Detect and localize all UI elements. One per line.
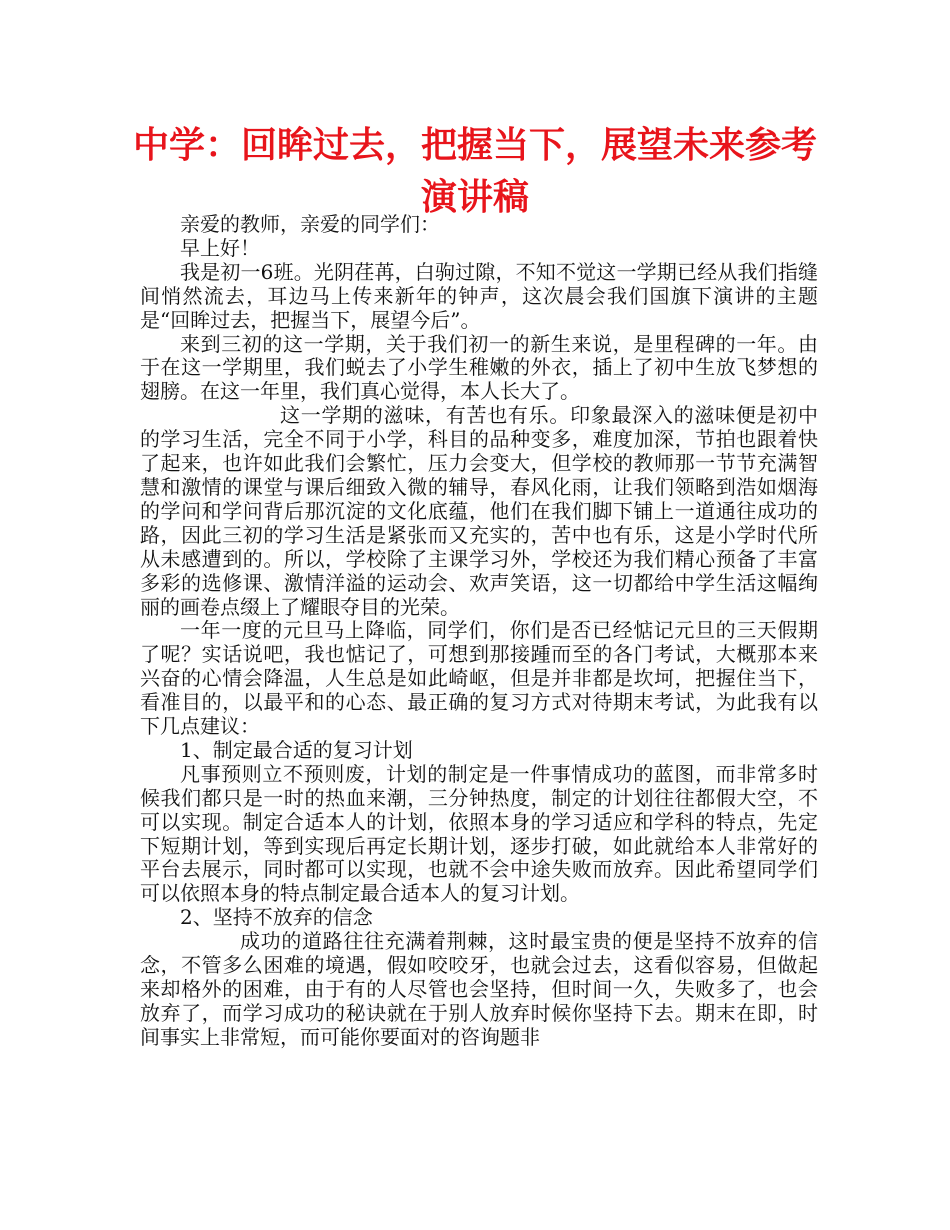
paragraph-greeting: 亲爱的教师，亲爱的同学们： [180, 212, 440, 236]
paragraph-heading-plan: 1、制定最合适的复习计划 [180, 737, 413, 762]
paragraph-intro: 我是初一6班。光阴荏苒，白驹过隙，不知不觉这一学期已经从我们指缝间悄然流去，耳边马上传来新年的钟声，这次晨会我们国旗下演讲的主题是“回眸过去，把握当下，展望今后”。 [140, 259, 818, 332]
document-body [140, 213, 818, 1050]
paragraph-taste: 这一学期的滋味，有苦也有乐。印象最深入的滋味便是初中的学习生活，完全不同于小学，科目的品种变多，难度加深，节拍也跟着快了起来，也许如此我们会繁忙，压力会变大，但学校的教师那一节节充满智慧和激情的课堂与课后细致入微的辅导，春风化雨，让我们领略到浩如烟海的学问和学问背后那沉淀的文化底蕴，他们在我们脚下铺上一道通往成功的路，因此三初的学习生活是紧张而又充实的，苦中也有乐，这是小学时代所从未感遭到的。所以，学校除了主课学习外，学校还为我们精心预备了丰富多彩的选修课、激情洋溢的运动会、欢声笑语，这一切都给中学生活这幅绚丽的画卷点缀上了耀眼夺目的光荣。 [140, 403, 818, 619]
paragraph-heading-persist: 2、坚持不放弃的信念 [180, 905, 373, 930]
paragraph-plan: 凡事预则立不预则废，计划的制定是一件事情成功的蓝图，而非常多时候我们都只是一时的热血来潮，三分钟热度，制定的计划往往都假大空，不可以实现。制定合适本人的计划，依照本身的学习适应和学科的特点，先定下短期计划，等到实现后再定长期计划，逐步打破，如此就给本人非常好的平台去展示，同时都可以实现，也就不会中途失败而放弃。因此希望同学们可以依照本身的特点制定最合适本人的复习计划。 [140, 761, 818, 906]
paragraph-persist: 成功的道路往往充满着荆棘，这时最宝贵的便是坚持不放弃的信念，不管多么困难的境遇，假如咬咬牙，也就会过去，这看似容易，但做起来却格外的困难，由于有的人尽管也会坚持，但时间一久，失败多了，也会放弃了，而学习成功的秘诀就在于别人放弃时候你坚持下去。期末在即，时间事实上非常短，而可能你要面对的咨询题非 [140, 929, 818, 1049]
paragraph-good-morning: 早上好！ [180, 235, 260, 260]
document-title: 中学：回眸过去，把握当下，展望未来参考演讲稿 [132, 125, 817, 218]
paragraph-new-year: 一年一度的元旦马上降临，同学们，你们是否已经惦记元旦的三天假期了呢？实话说吧，我也惦记了，可想到那接踵而至的各门考试，大概那本来兴奋的心情会降温，人生总是如此崎岖，但是并非都是坎坷，把握住当下，看准目的，以最平和的心态、最正确的复习方式对待期末考试，为此我有以下几点建议： [140, 618, 818, 739]
paragraph-first-semester: 来到三初的这一学期，关于我们初一的新生来说，是里程碑的一年。由于在这一学期里，我们蜕去了小学生稚嫩的外衣，插上了初中生放飞梦想的翅膀。在这一年里，我们真心觉得，本人长大了。 [140, 331, 818, 404]
